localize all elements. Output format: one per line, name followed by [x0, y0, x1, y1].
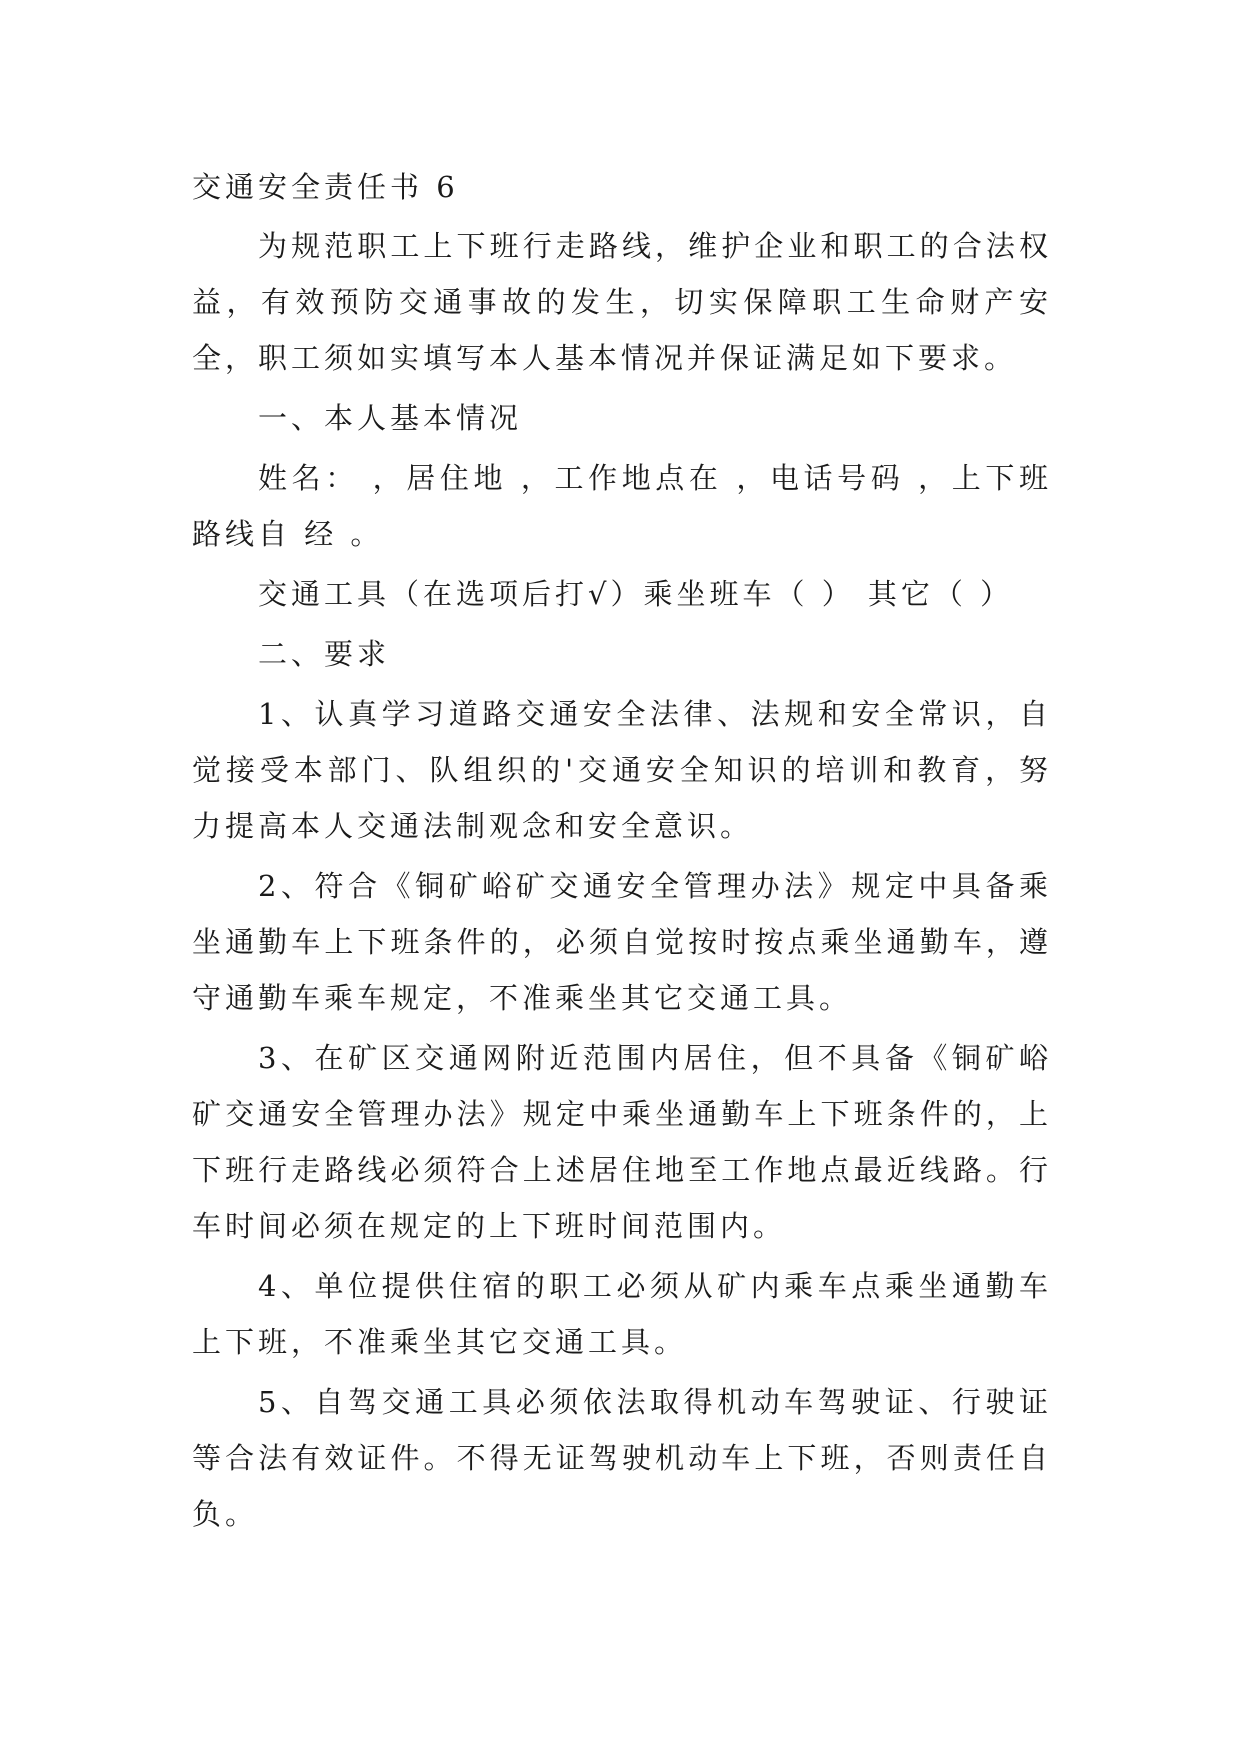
requirement-item-2: 2、符合《铜矿峪矿交通安全管理办法》规定中具备乘坐通勤车上下班条件的，必须自觉按时按点乘坐通勤车，遵守通勤车乘车规定，不准乘坐其它交通工具。 [192, 869, 1052, 1015]
requirement-item-1: 1、认真学习道路交通安全法律、法规和安全常识，自觉接受本部门、队组织的'交通安全知识的培训和教育，努力提高本人交通法制观念和安全意识。 [192, 697, 1052, 843]
transport-option-line: 交通工具（在选项后打√）乘坐班车（ ） 其它（ ） [258, 577, 1014, 611]
requirement-item-4: 4、单位提供住宿的职工必须从矿内乘车点乘坐通勤车上下班，不准乘坐其它交通工具。 [192, 1269, 1052, 1359]
document-title: 交通安全责任书 6 [192, 170, 459, 204]
requirement-item-5: 5、自驾交通工具必须依法取得机动车驾驶证、行驶证等合法有效证件。不得无证驾驶机动车上下班，否则责任自负。 [192, 1385, 1052, 1531]
intro-paragraph: 为规范职工上下班行走路线，维护企业和职工的合法权益，有效预防交通事故的发生，切实保障职工生命财产安全，职工须如实填写本人基本情况并保证满足如下要求。 [192, 229, 1052, 375]
document-body [192, 160, 1052, 1546]
section-heading-basic-info: 一、本人基本情况 [258, 401, 523, 435]
section-heading-requirements: 二、要求 [258, 637, 391, 671]
requirement-item-3: 3、在矿区交通网附近范围内居住，但不具备《铜矿峪矿交通安全管理办法》规定中乘坐通勤车上下班条件的，上下班行走路线必须符合上述居住地至工作地点最近线路。行车时间必须在规定的上下班时间范围内。 [192, 1041, 1052, 1243]
basic-info-fields: 姓名： ，居住地 ，工作地点在 ，电话号码 ，上下班路线自 经 。 [192, 461, 1052, 551]
